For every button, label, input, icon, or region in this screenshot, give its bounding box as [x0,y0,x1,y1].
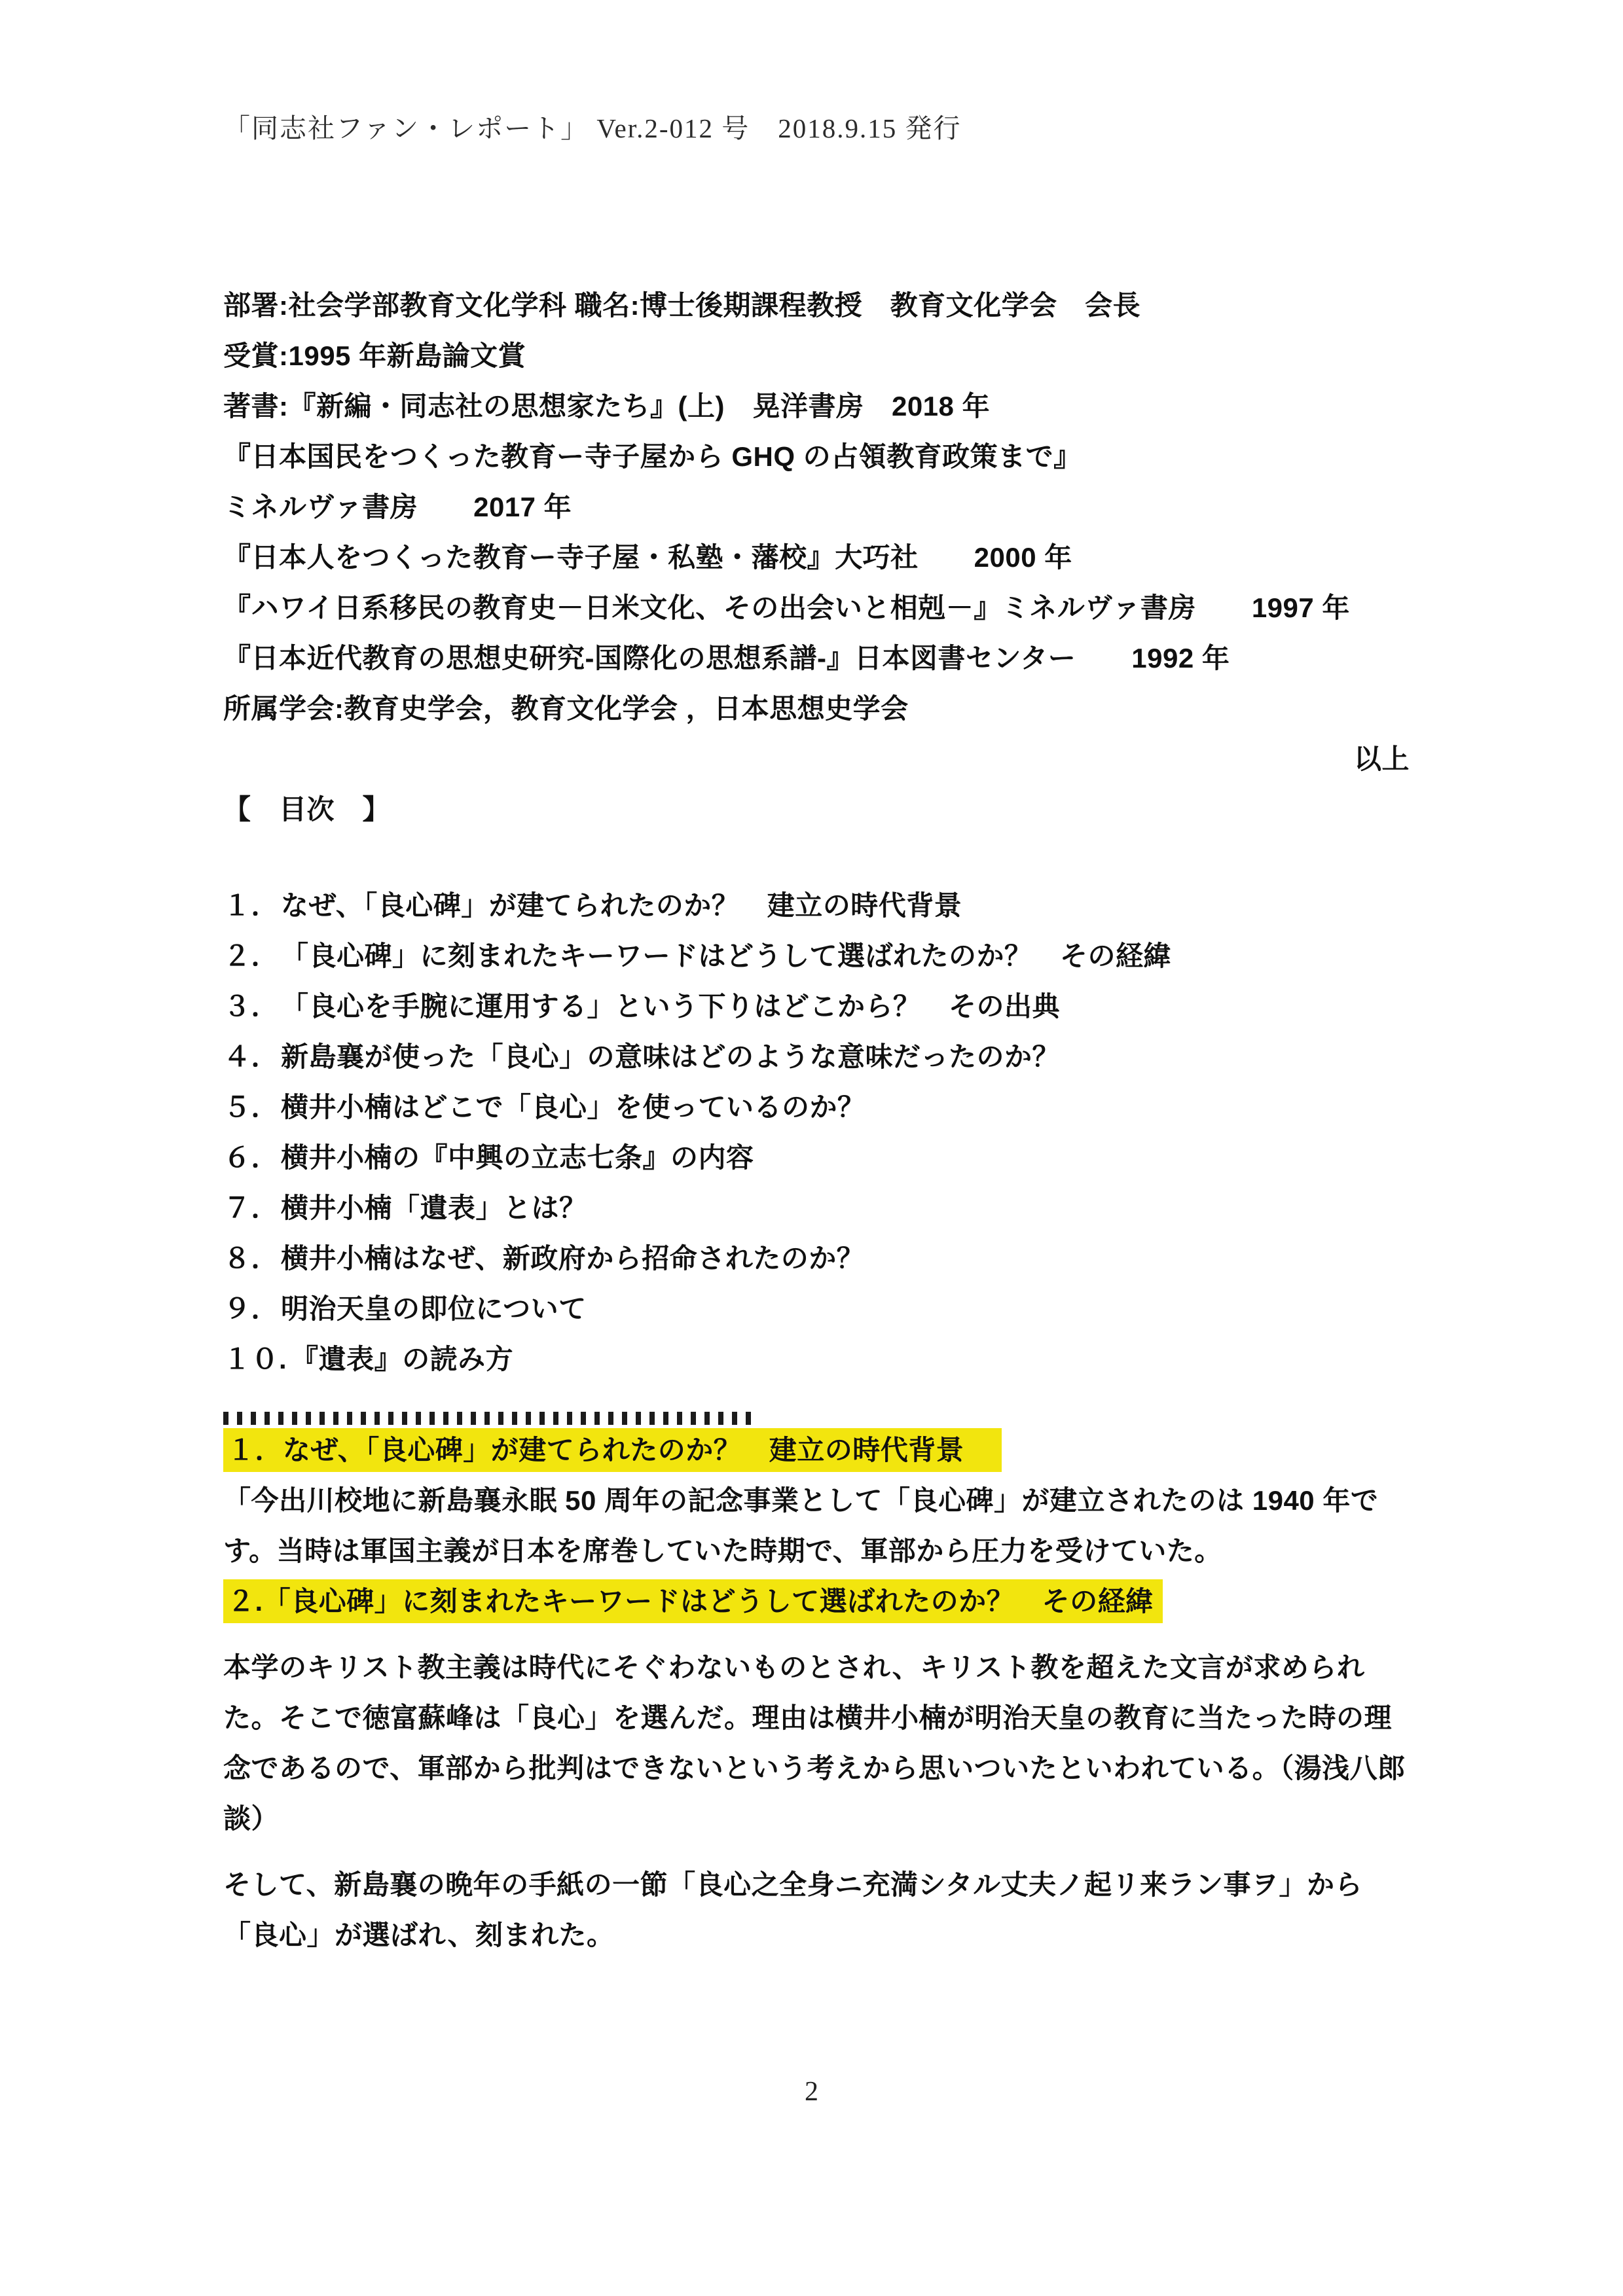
section-1-heading [223,1425,1410,1475]
page-content [223,280,1410,1960]
profile-societies-line: 所属学会:教育史学会，教育文化学会 ，日本思想史学会 [223,693,909,724]
toc-item-text: 横井小楠「遺表」とは？ [281,1193,587,1223]
toc-item-number: ７． [223,1193,280,1223]
closing-ijou: 以上 [1353,744,1410,774]
profile-department-line: 部署:社会学部教育文化学科 職名:博士後期課程教授 教育文化学会 会長 [223,290,1141,321]
toc-item [223,880,1410,931]
toc-item-text: なぜ、「良心碑」が建てられたのか？ 建立の時代背景 [281,890,962,921]
profile-books-first-line: 著書:『新編・同志社の思想家たち』(上) 晃洋書房 2018 年 [223,391,991,422]
toc-item [223,1334,1410,1384]
toc-item [223,1031,1410,1082]
book-item-publisher: ミネルヴァ書房 2017 年 [223,492,572,522]
toc-item [223,1283,1410,1334]
toc-item-text: 横井小楠はどこで「良心」を使っているのか？ [281,1092,866,1122]
book-item: 『ハワイ日系移民の教育史－日米文化、その出会いと相剋－』ミネルヴァ書房 1997 年 [223,592,1350,623]
toc-item-number: ６． [223,1142,280,1173]
toc-list [223,880,1410,1384]
toc-item-number: ８． [223,1243,280,1274]
toc-item-text: 明治天皇の即位について [281,1293,587,1324]
section-2-heading [223,1576,1410,1626]
toc-title: 【 目次 】 [223,794,391,825]
section-2-paragraph: 本学のキリスト教主義は時代にそぐわないものとされ、キリスト教を超えた文言が求められた。そこで徳富蘇峰は「良心」を選んだ。理由は横井小楠が明治天皇の教育に当たった時の理念であるので、軍部から批判はできないという考えから思いついたといわれている。（湯浅八郎談） [223,1652,1406,1834]
page-number: 2 [805,2077,818,2107]
toc-item [223,931,1410,981]
toc-item-number: ５． [223,1092,280,1122]
section-1-paragraph: 「今出川校地に新島襄永眠 50 周年の記念事業として「良心碑」が建立されたのは 1940 年です。当時は軍国主義が日本を席巻していた時期で、軍部から圧力を受けていた。 [223,1485,1379,1566]
toc-item-text: 「良心を手腕に運用する」という下りはどこから？ その出典 [281,991,1061,1022]
section-2-paragraph-2: そして、新島襄の晩年の手紙の一節「良心之全身ニ充満シタル丈夫ノ起リ来ラン事ヲ」から「良心」が選ばれ、刻まれた。 [223,1869,1362,1950]
toc-item-text: 横井小楠の『中興の立志七条』の内容 [281,1142,754,1173]
toc-item [223,981,1410,1031]
toc-item-number: １０. [223,1344,287,1374]
toc-item-number: １． [223,890,280,921]
toc-item-number: ４． [223,1041,280,1072]
toc-item [223,1132,1410,1183]
toc-item-number: ３． [223,991,280,1022]
toc-item-number: ９． [223,1293,280,1324]
toc-item-number: ２． [223,941,280,971]
highlighted-heading-text: １．なぜ、「良心碑」が建てられたのか？ 建立の時代背景 [223,1428,1002,1472]
toc-item-text: 新島襄が使った「良心」の意味はどのような意味だったのか？ [281,1041,1061,1072]
book-item: 『日本国民をつくった教育ー寺子屋から GHQ の占領教育政策まで』 [223,441,1082,472]
running-header: 「同志社ファン・レポート」 Ver.2-012 号 2018.9.15 発行 [223,113,962,143]
toc-item [223,1233,1410,1283]
toc-item [223,1183,1410,1233]
toc-item-text: 「良心碑」に刻まれたキーワードはどうして選ばれたのか？ その経緯 [281,941,1172,971]
book-item: 『日本近代教育の思想史研究-国際化の思想系譜-』日本図書センター 1992 年 [223,643,1230,673]
toc-item-text: 横井小楠はなぜ、新政府から招命されたのか？ [281,1243,865,1274]
highlighted-heading-text: ２.「良心碑」に刻まれたキーワードはどうして選ばれたのか？ その経緯 [223,1579,1163,1623]
profile-award-line: 受賞:1995 年新島論文賞 [223,340,526,371]
book-item: 『日本人をつくった教育ー寺子屋・私塾・藩校』大巧社 2000 年 [223,542,1072,573]
dotted-separator [223,1412,755,1425]
toc-item [223,1082,1410,1132]
toc-item-text: 『遺表』の読み方 [291,1344,514,1374]
